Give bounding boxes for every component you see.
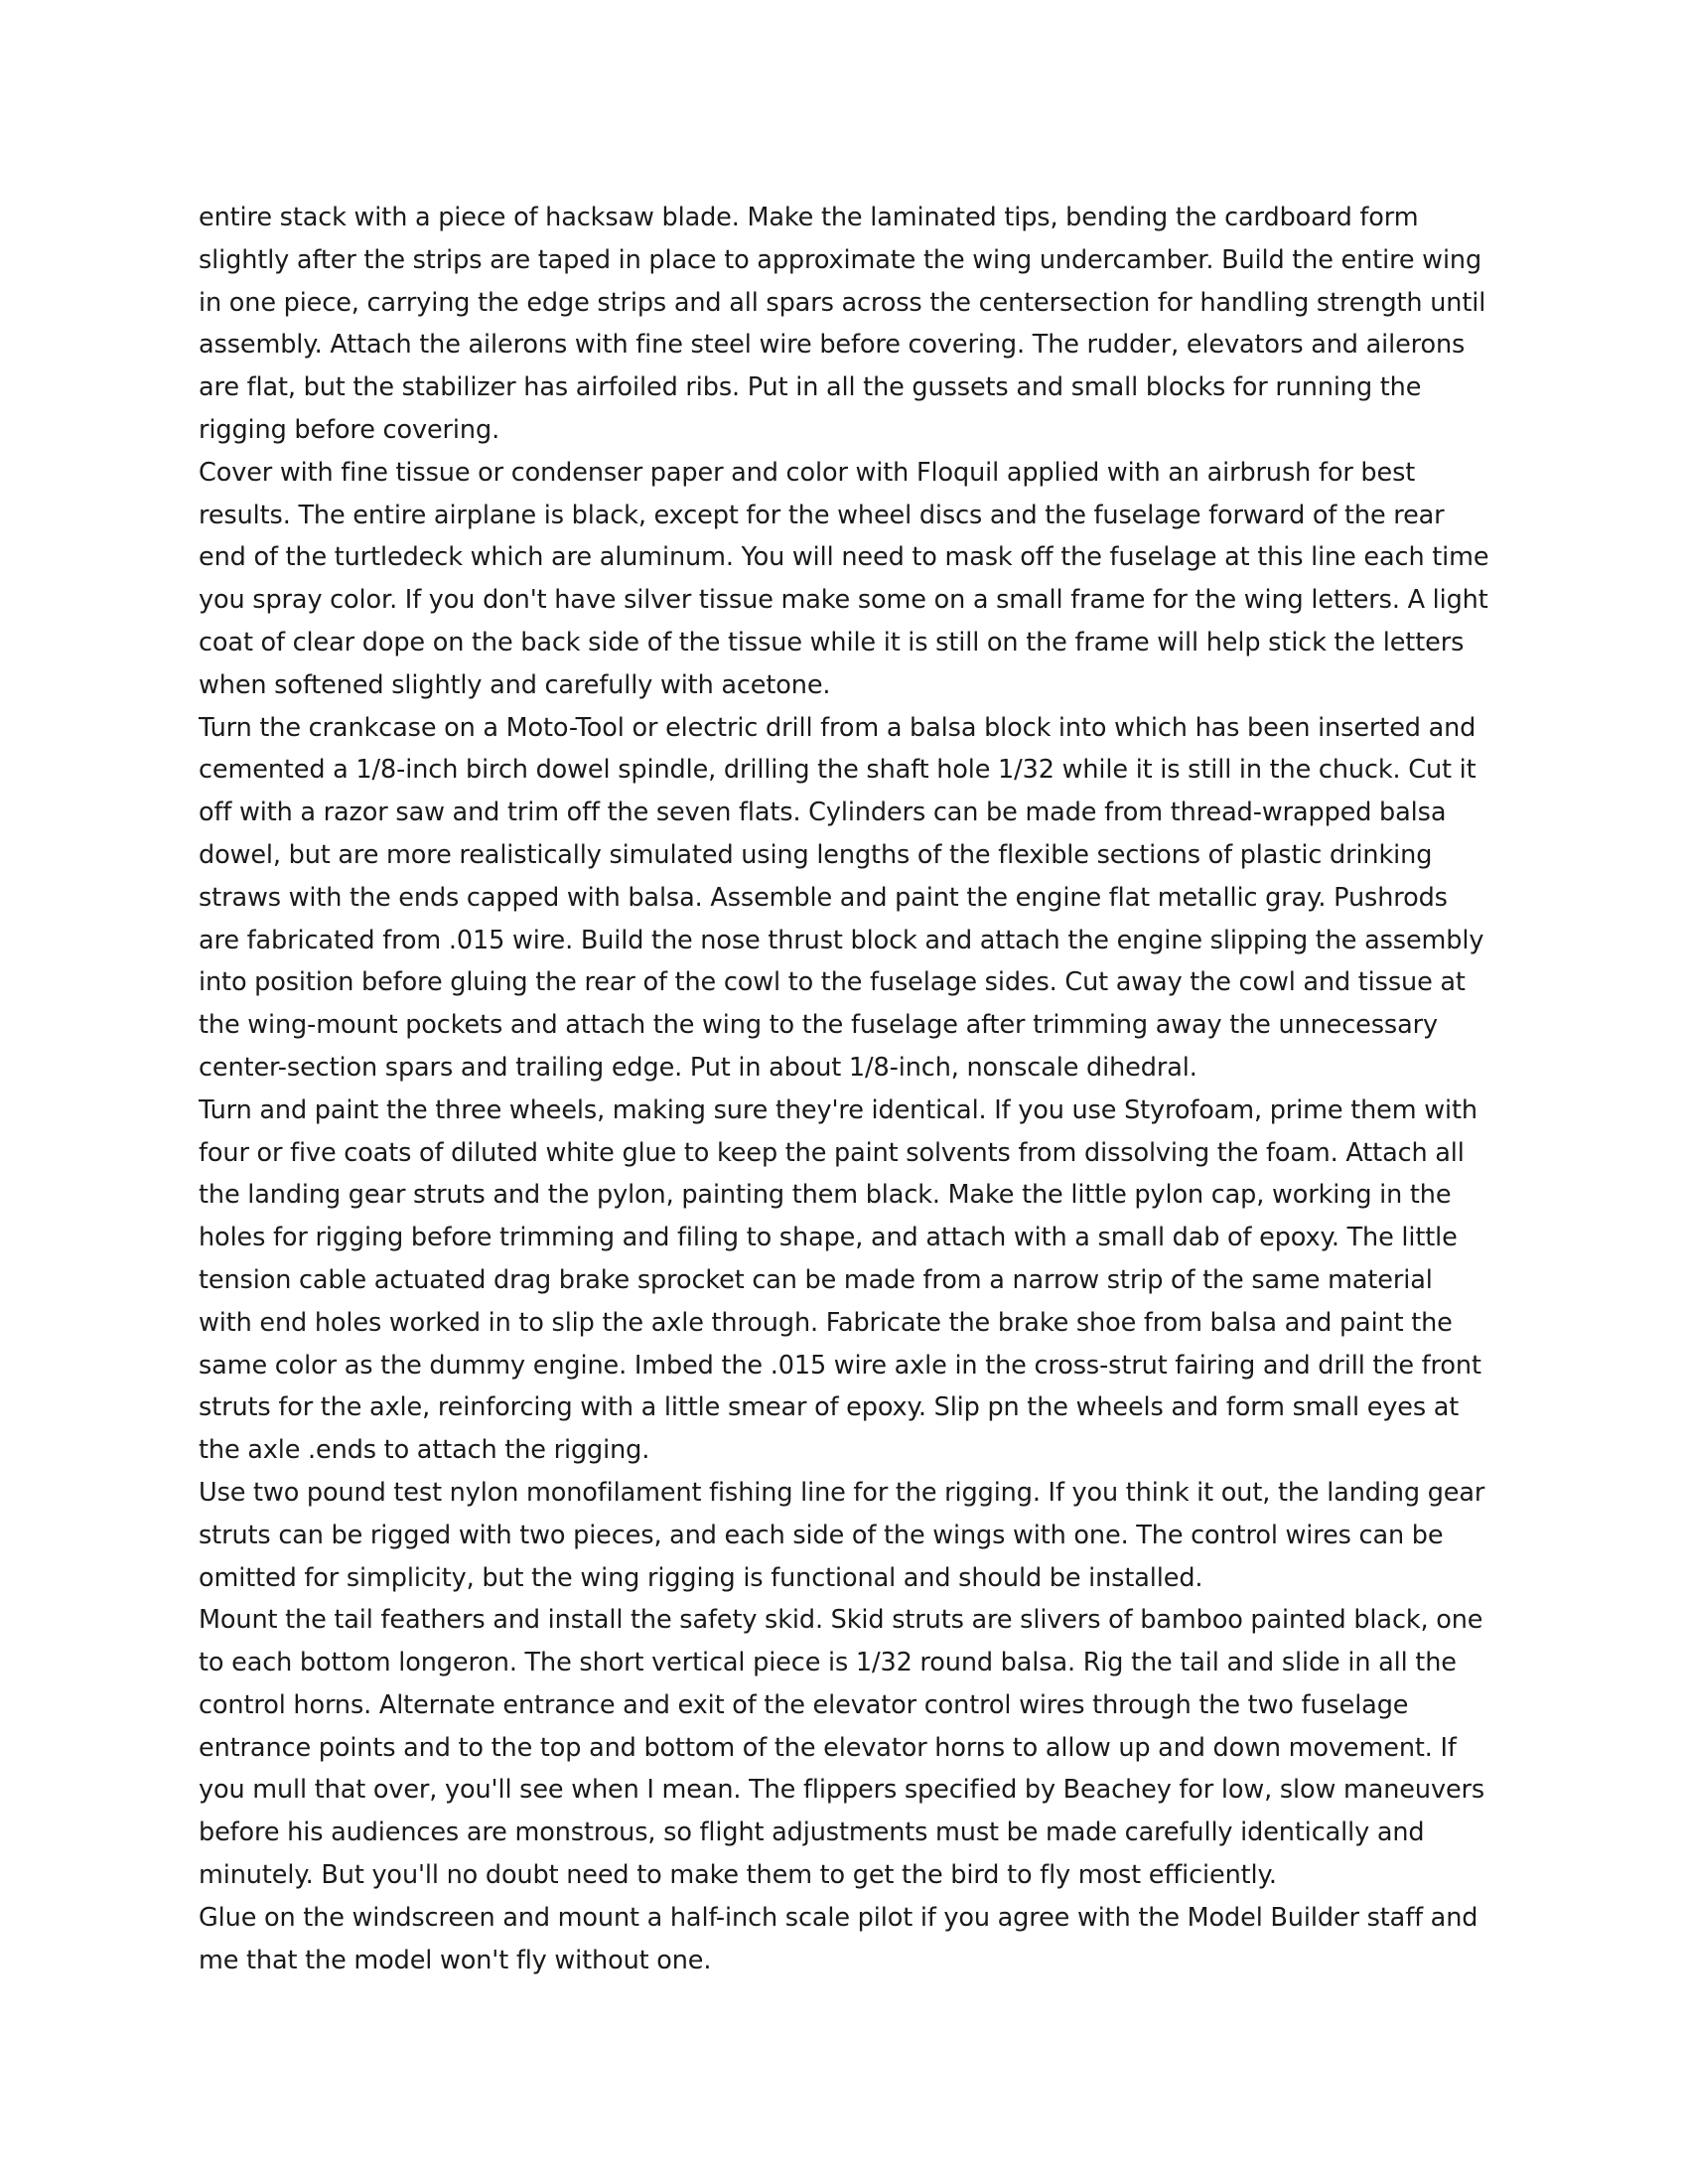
- paragraph-tail-and-controls: Mount the tail feathers and install the safety skid. Skid struts are slivers of bamboo painted black, one to each bottom longeron. The short vertical piece is 1/32 round balsa. Rig the tail and slide in all the control horns. Alternate entrance and exit of the elevator control wires through the two fuselage entrance points and to the top and bottom of the elevator horns to allow up and down movement. If you mull that over, you'll see when I mean. The flippers specified by Beachey for low, slow maneuvers before his audiences are monstrous, so flight adjustments must be made carefully identically and minutely. But you'll no doubt need to make them to get the bird to fly most efficiently.: [199, 1605, 1485, 1891]
- paragraph-wheels-and-landing-gear: Turn and paint the three wheels, making sure they're identical. If you use Styrofoam, prime them with four or five coats of diluted white glue to keep the paint solvents from dissolving the foam. Attach all the landing gear struts and the pylon, painting them black. Make the little pylon cap, working in the holes for rigging before trimming and filing to shape, and attach with a small dab of epoxy. The little tension cable actuated drag brake sprocket can be made from a narrow strip of the same material with end holes worked in to slip the axle through. Fabricate the brake shoe from balsa and paint the same color as the dummy engine. Imbed the .015 wire axle in the cross-strut fairing and drill the front struts for the axle, reinforcing with a little smear of epoxy. Slip pn the wheels and form small eyes at the axle .ends to attach the rigging.: [199, 1094, 1481, 1466]
- paragraph-engine-construction: Turn the crankcase on a Moto-Tool or electric drill from a balsa block into which has been inserted and cemented a 1/8-inch birch dowel spindle, drilling the shaft hole 1/32 while it is still in the chuck. Cut it off with a razor saw and trim off the seven flats. Cylinders can be made from thread-wrapped balsa dowel, but are more realistically simulated using lengths of the flexible sections of plastic drinking straws with the ends capped with balsa. Assemble and paint the engine flat metallic gray. Pushrods are fabricated from .015 wire. Build the nose thrust block and attach the engine slipping the assembly into position before gluing the rear of the cowl to the fuselage sides. Cut away the cowl and tissue at the wing-mount pockets and attach the wing to the fuselage after trimming away the unnecessary center-section spars and trailing edge. Put in about 1/8-inch, nonscale dihedral.: [199, 712, 1484, 1083]
- paragraph-covering-and-color: Cover with fine tissue or condenser paper and color with Floquil applied with an airbrush for best results. The entire airplane is black, except for the wheel discs and the fuselage forward of the rear end of the turtledeck which are aluminum. You will need to mask off the fuselage at this line each time you spray color. If you don't have silver tissue make some on a small frame for the wing letters. A light coat of clear dope on the back side of the tissue while it is still on the frame will help stick the letters when softened slightly and carefully with acetone.: [199, 457, 1489, 700]
- body-text: [199, 197, 1489, 1981]
- paragraph-windscreen-and-pilot: Glue on the windscreen and mount a half-inch scale pilot if you agree with the Model Builder staff and me that the model won't fly without one.: [199, 1902, 1478, 1975]
- paragraph-wing-construction: entire stack with a piece of hacksaw blade. Make the laminated tips, bending the cardboard form slightly after the strips are taped in place to approximate the wing undercamber. Build the entire wing in one piece, carrying the edge strips and all spars across the centersection for handling strength until assembly. Attach the ailerons with fine steel wire before covering. The rudder, elevators and ailerons are flat, but the stabilizer has airfoiled ribs. Put in all the gussets and small blocks for running the rigging before covering.: [199, 203, 1486, 445]
- paragraph-rigging: Use two pound test nylon monofilament fishing line for the rigging. If you think it out, the landing gear struts can be rigged with two pieces, and each side of the wings with one. The control wires can be omitted for simplicity, but the wing rigging is functional and should be installed.: [199, 1477, 1485, 1593]
